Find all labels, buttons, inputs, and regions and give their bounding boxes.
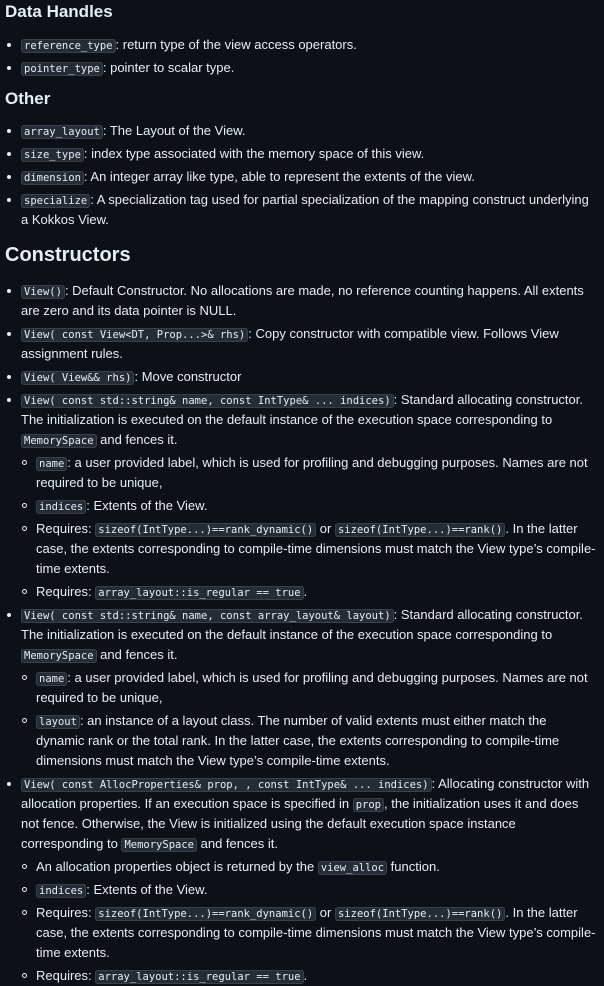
- list-item: View( const std::string& name, const array_layout& layout) : Standard allocating constructor. The initialization is executed on the default instance of the execution space corresponding to MemorySpace and fences it. name : a user provided label, which is used for profiling and debugging purposes. Names are not required to be unique, layout : an instance of a layout class. The number of valid extents must either match the dynamic rank or the total rank. In the latter case, the extents corresponding to compile-time dimensions must match the View type’s compile-time extents.: [5, 605, 598, 771]
- sub-list: [21, 453, 598, 602]
- list-item: View( const AllocProperties& prop, , const IntType& ... indices) : Allocating constructor with allocation properties. If an execution space is specified in prop , the initialization uses it and does not fence. Otherwise, the View is initialized using the default execution space instance corresponding to MemorySpace and fences it. An allocation properties object is returned by the view_alloc function. indices : Extents of the View. Requires: sizeof(IntType...)==rank_dynamic() or sizeof(IntType...)==rank() . In the latter case, the extents corresponding to compile-time dimensions must match the View type’s compile-time extents. Requires: array_layout::is_regular == true .: [5, 774, 598, 986]
- sub-item: layout : an instance of a layout class. The number of valid extents must either match the dynamic rank or the total rank. In the latter case, the extents corresponding to compile-time dimensions must match the View type’s compile-time extents.: [21, 711, 598, 771]
- list-item: pointer_type : pointer to scalar type.: [5, 58, 598, 78]
- sub-item: Requires: sizeof(IntType...)==rank_dynamic() or sizeof(IntType...)==rank() . In the latter case, the extents corresponding to compile-time dimensions must match the View type’s compile-time extents.: [21, 903, 598, 963]
- sub-list: [21, 857, 598, 986]
- list-item: View( const std::string& name, const IntType& ... indices) : Standard allocating constructor. The initialization is executed on the default instance of the execution space corresponding to MemorySpace and fences it. name : a user provided label, which is used for profiling and debugging purposes. Names are not required to be unique, indices : Extents of the View. Requires: sizeof(IntType...)==rank_dynamic() or sizeof(IntType...)==rank() . In the latter case, the extents corresponding to compile-time dimensions must match the View type’s compile-time extents. Requires: array_layout::is_regular == true .: [5, 390, 598, 602]
- sub-item: name : a user provided label, which is used for profiling and debugging purposes. Names are not required to be unique,: [21, 668, 598, 708]
- list-item: dimension : An integer array like type, able to represent the extents of the view.: [5, 167, 598, 187]
- constructors-heading: Constructors: [5, 244, 131, 266]
- list-item: array_layout : The Layout of the View.: [5, 121, 598, 141]
- code-reference-type: reference_type: [21, 39, 116, 53]
- list-item: size_type : index type associated with the memory space of this view.: [5, 144, 598, 164]
- sub-item: An allocation properties object is returned by the view_alloc function.: [21, 857, 598, 877]
- list-item: View() : Default Constructor. No allocations are made, no reference counting happens. All extents are zero and its data pointer is NULL.: [5, 281, 598, 321]
- list-item: View( const View<DT, Prop...>& rhs) : Copy constructor with compatible view. Follows View assignment rules.: [5, 324, 598, 364]
- data-handles-list: [5, 35, 598, 78]
- code-pointer-type: pointer_type: [21, 62, 103, 76]
- sub-item: name : a user provided label, which is used for profiling and debugging purposes. Names are not required to be unique,: [21, 453, 598, 493]
- sub-list: [21, 668, 598, 771]
- list-item: View( View&& rhs) : Move constructor: [5, 367, 598, 387]
- sub-item: indices : Extents of the View.: [21, 880, 598, 900]
- sub-item: indices : Extents of the View.: [21, 496, 598, 516]
- list-item: reference_type : return type of the view access operators.: [5, 35, 598, 55]
- sub-item: Requires: array_layout::is_regular == true .: [21, 582, 598, 602]
- constructors-list: [5, 281, 598, 986]
- other-heading: Other: [5, 89, 51, 108]
- data-handles-heading: Data Handles: [5, 2, 113, 21]
- other-list: [5, 121, 598, 230]
- sub-item: Requires: sizeof(IntType...)==rank_dynamic() or sizeof(IntType...)==rank() . In the latter case, the extents corresponding to compile-time dimensions must match the View type’s compile-time extents.: [21, 519, 598, 579]
- list-item: specialize : A specialization tag used for partial specialization of the mapping construct underlying a Kokkos View.: [5, 190, 598, 230]
- sub-item: Requires: array_layout::is_regular == true .: [21, 966, 598, 986]
